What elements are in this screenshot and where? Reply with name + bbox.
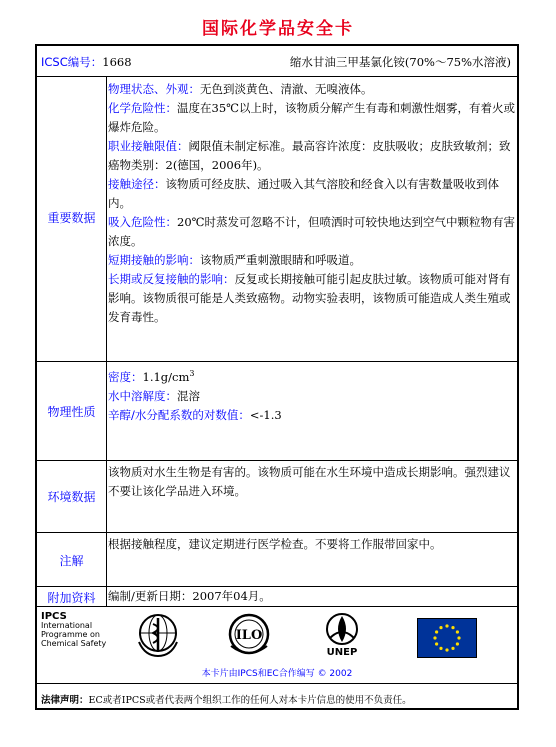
- icsc-label: ICSC编号：: [41, 55, 103, 69]
- important-item: [108, 137, 516, 175]
- eu-star-icon: [433, 636, 436, 639]
- safety-card: [35, 44, 519, 710]
- divider: [37, 532, 517, 533]
- divider: [37, 683, 517, 684]
- svg-text:ILO: ILO: [235, 628, 263, 643]
- logp-label: 辛醇/水分配系数的对数值：: [108, 407, 250, 422]
- environment-text: 该物质对水生生物是有害的。该物质可能在水生环境中造成长期影响。强烈建议不要让该化学品进入环境。: [108, 465, 511, 498]
- solubility-value: 混溶: [177, 388, 200, 403]
- section-label-important: 重要数据: [47, 211, 96, 225]
- divider: [37, 606, 517, 607]
- icsc-number: 1668: [102, 55, 132, 69]
- important-item-label: 物理状态、外观：: [108, 82, 200, 96]
- unep-block: [317, 612, 367, 658]
- eu-star-icon: [439, 647, 442, 650]
- logp-line: [108, 406, 516, 425]
- important-item: [108, 80, 516, 99]
- section-label-physical: 物理性质: [47, 405, 96, 419]
- ipcs-line: International: [41, 621, 93, 630]
- solubility-label: 水中溶解度：: [108, 388, 177, 403]
- unep-logo-icon: [322, 612, 362, 646]
- unep-label: UNEP: [326, 647, 358, 658]
- important-item-text: 反复或长期接触可能引起皮肤过敏。该物质可能对肾有影响。该物质很可能是人类致癌物。动物实验表明，该物质可能造成人类生殖或发育毒性。: [108, 272, 511, 324]
- icsc-row: [41, 54, 132, 70]
- who-logo-icon: [137, 612, 179, 658]
- section-label-notes: 注解: [59, 554, 84, 568]
- important-item: [108, 251, 516, 270]
- section-label-environment: 环境数据: [47, 490, 96, 504]
- divider: [37, 76, 517, 77]
- important-item-text: 该物质严重刺激眼睛和呼吸道。: [200, 253, 361, 267]
- important-item-text: 无色到淡黄色、清澈、无嗅液体。: [200, 82, 373, 96]
- disclaimer: [41, 692, 412, 706]
- important-item-label: 短期接触的影响：: [108, 253, 200, 267]
- solubility-line: [108, 387, 516, 406]
- eu-stars-icon: [418, 619, 476, 657]
- important-item-text: 该物质可经皮肤、通过吸入其气溶胶和经食入以有害数量吸收到体内。: [108, 177, 499, 210]
- eu-star-icon: [456, 630, 459, 633]
- important-item-label: 化学危险性：: [108, 101, 177, 115]
- ipcs-line: Chemical Safety: [41, 639, 107, 648]
- eu-star-icon: [451, 626, 454, 629]
- ipcs-block: [41, 612, 106, 648]
- eu-star-icon: [457, 636, 460, 639]
- density-label: 密度：: [108, 369, 143, 384]
- eu-star-icon: [435, 642, 438, 645]
- important-item-text: 温度在35℃以上时，该物质分解产生有毒和刺激性烟雾，有着火或爆炸危险。: [108, 101, 515, 134]
- eu-star-icon: [435, 630, 438, 633]
- eu-star-icon: [445, 648, 448, 651]
- ipcs-line: Programme on: [41, 630, 100, 639]
- credit-text: 本卡片由IPCS和EC合作编写 © 2002: [201, 669, 353, 679]
- card-title: 国际化学品安全卡: [202, 19, 354, 39]
- density-line: [108, 364, 516, 387]
- eu-star-icon: [456, 642, 459, 645]
- important-item-label: 接触途径：: [108, 177, 166, 191]
- eu-star-icon: [445, 624, 448, 627]
- column-divider: [106, 76, 107, 606]
- important-item-label: 长期或反复接触的影响：: [108, 272, 235, 286]
- disclaimer-text: EC或者IPCS或者代表两个组织工作的任何人对本卡片信息的使用不负责任。: [88, 695, 412, 706]
- eu-star-icon: [451, 647, 454, 650]
- divider: [37, 361, 517, 362]
- important-item-text: 20℃时蒸发可忽略不计，但喷洒时可较快地达到空气中颗粒物有害浓度。: [108, 215, 515, 248]
- logp-value: <-1.3: [249, 407, 282, 422]
- important-item: [108, 213, 516, 251]
- physical-data: [108, 364, 516, 425]
- eu-flag-icon: [417, 618, 477, 658]
- ilo-logo-icon: [227, 612, 271, 658]
- chemical-name: 缩水甘油三甲基氯化铵(70%～75%水溶液): [289, 55, 511, 69]
- important-item-label: 职业接触限值：: [108, 139, 189, 153]
- additional-text: 编制/更新日期：2007年04月。: [108, 589, 271, 603]
- divider: [37, 460, 517, 461]
- ipcs-title: IPCS: [41, 611, 67, 622]
- density-value: 1.1g/cm: [142, 369, 190, 384]
- important-data: [108, 80, 516, 327]
- density-superscript: 3: [189, 369, 195, 378]
- notes-text: 根据接触程度，建议定期进行医学检查。不要将工作服带回家中。: [108, 537, 442, 551]
- important-item-text: 阈限值未制定标准。最高容许浓度：皮肤吸收；皮肤致敏剂；致癌物类别：2(德国，2006年)。: [108, 139, 511, 172]
- eu-star-icon: [439, 626, 442, 629]
- important-item: [108, 270, 516, 327]
- disclaimer-label: 法律声明：: [41, 695, 89, 706]
- important-item: [108, 99, 516, 137]
- important-item-label: 吸入危险性：: [108, 215, 177, 229]
- important-item: [108, 175, 516, 213]
- section-label-additional: 附加资料: [47, 591, 96, 605]
